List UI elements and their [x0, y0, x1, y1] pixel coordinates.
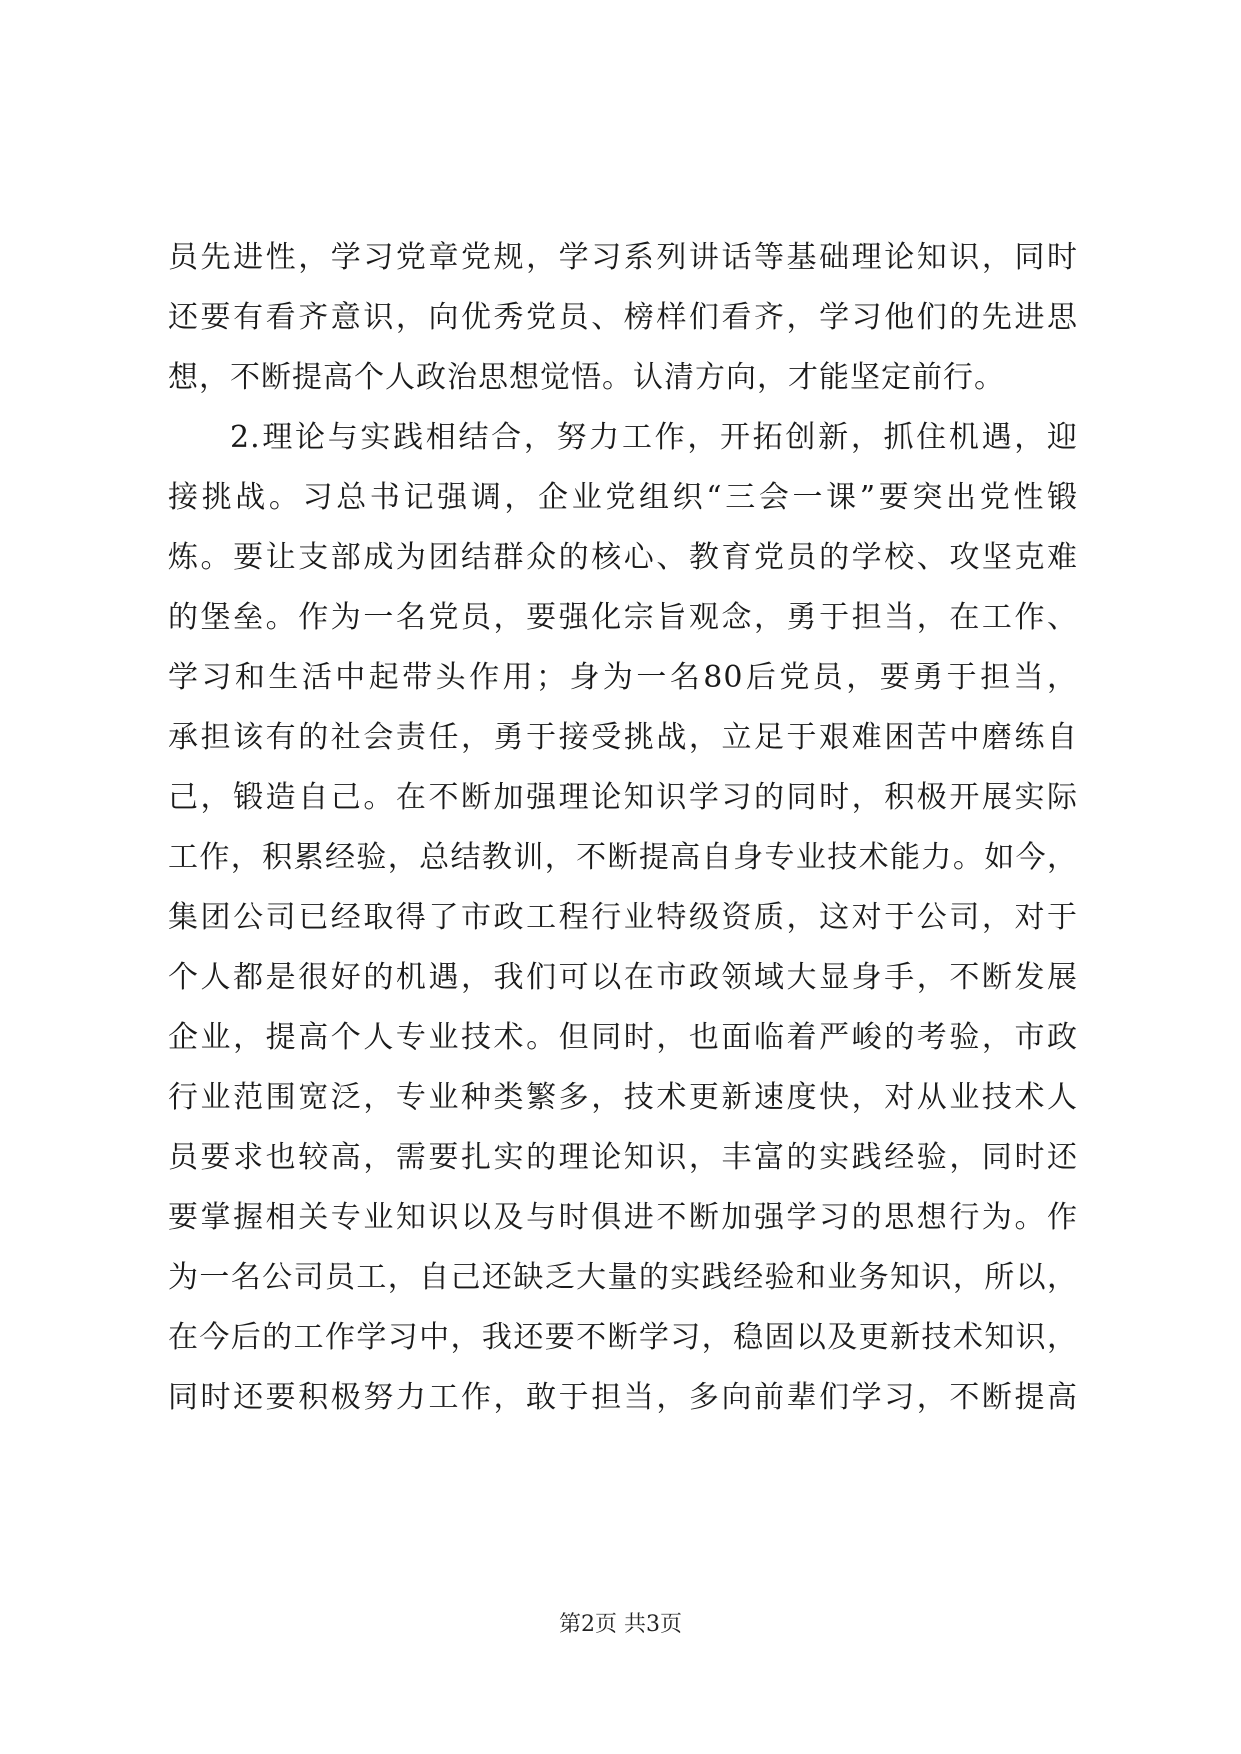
text-line: 接挑战。习总书记强调，企业党组织“三会一课”要突出党性锻 [168, 480, 1078, 515]
continuation-paragraph [168, 228, 1078, 408]
text-line: 己，锻造自己。在不断加强理论知识学习的同时，积极开展实际 [168, 780, 1078, 815]
text-line: 学习和生活中起带头作用；身为一名80后党员，要勇于担当， [168, 660, 1078, 695]
text-line: 为一名公司员工，自己还缺乏大量的实践经验和业务知识，所以， [168, 1260, 1078, 1295]
text-line: 员先进性，学习党章党规，学习系列讲话等基础理论知识，同时 [168, 240, 1078, 275]
text-line: 行业范围宽泛，专业种类繁多，技术更新速度快，对从业技术人 [168, 1080, 1078, 1115]
text-line: 2.理论与实践相结合，努力工作，开拓创新，抓住机遇，迎 [230, 420, 1078, 455]
text-line: 承担该有的社会责任，勇于接受挑战，立足于艰难困苦中磨练自 [168, 720, 1078, 755]
text-line: 工作，积累经验，总结教训，不断提高自身专业技术能力。如今， [168, 840, 1078, 875]
text-line: 员要求也较高，需要扎实的理论知识，丰富的实践经验，同时还 [168, 1140, 1078, 1175]
text-line: 的堡垒。作为一名党员，要强化宗旨观念，勇于担当，在工作、 [168, 600, 1078, 635]
text-line: 想，不断提高个人政治思想觉悟。认清方向，才能坚定前行。 [168, 360, 1005, 395]
text-line: 还要有看齐意识，向优秀党员、榜样们看齐，学习他们的先进思 [168, 300, 1078, 335]
text-line: 个人都是很好的机遇，我们可以在市政领域大显身手，不断发展 [168, 960, 1078, 995]
text-line: 同时还要积极努力工作，敢于担当，多向前辈们学习，不断提高 [168, 1380, 1078, 1415]
text-line: 炼。要让支部成为团结群众的核心、教育党员的学校、攻坚克难 [168, 540, 1078, 575]
text-line: 企业，提高个人专业技术。但同时，也面临着严峻的考验，市政 [168, 1020, 1078, 1055]
text-line: 集团公司已经取得了市政工程行业特级资质，这对于公司，对于 [168, 900, 1078, 935]
document-body [168, 228, 1078, 1428]
page-number-footer: 第2页 共3页 [559, 1612, 682, 1637]
text-line: 要掌握相关专业知识以及与时俱进不断加强学习的思想行为。作 [168, 1200, 1078, 1235]
section-2-paragraph [168, 408, 1078, 1428]
text-line: 在今后的工作学习中，我还要不断学习，稳固以及更新技术知识， [168, 1320, 1078, 1355]
